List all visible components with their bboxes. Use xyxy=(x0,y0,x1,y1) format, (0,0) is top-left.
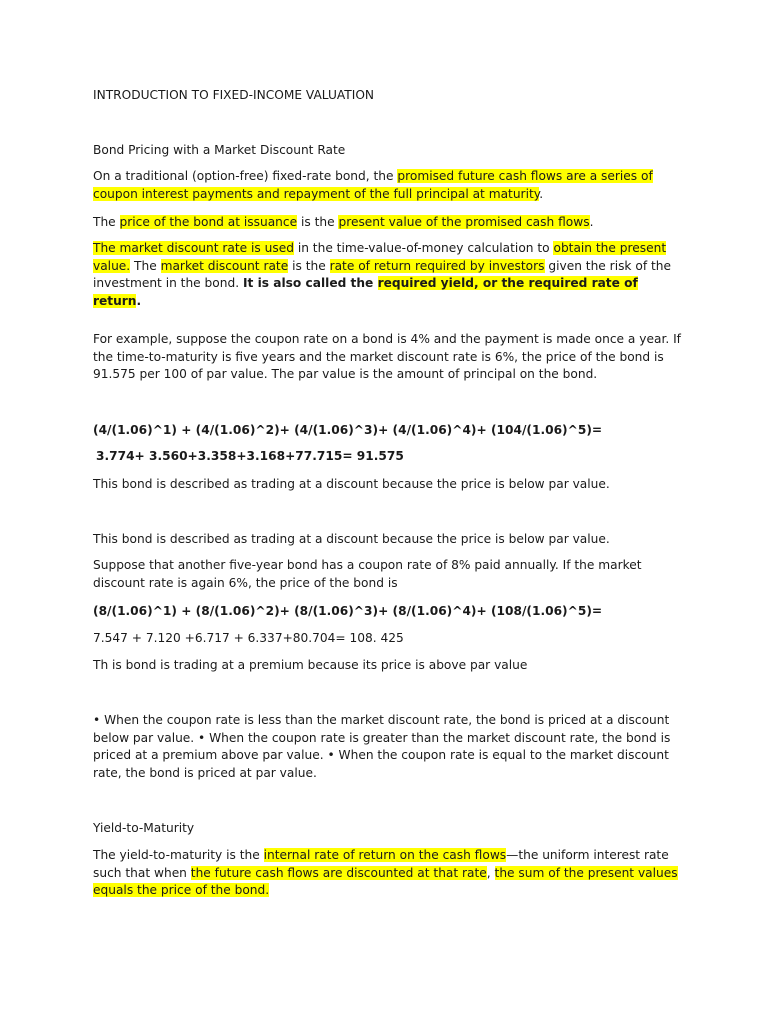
text: . xyxy=(539,186,544,201)
paragraph-premium-example: Suppose that another five-year bond has a coupon rate of 8% paid annually. If the market discount rate is again 6%, the price of the bond is xyxy=(93,558,642,590)
highlight: rate of return required by investors xyxy=(329,258,545,273)
highlight: price of the bond at issuance xyxy=(119,215,298,229)
bold-text: . xyxy=(136,293,142,308)
text: On a traditional (option-free) fixed-rate bond, the xyxy=(93,169,398,183)
paragraph-discount-statement: This bond is described as trading at a discount because the price is below par value. xyxy=(93,477,610,491)
text: The yield-to-maturity is the xyxy=(93,848,264,862)
paragraph-example: For example, suppose the coupon rate on a bond is 4% and the payment is made once a year. If the time-to-maturity is five years and the market discount rate is 6%, the price of the bond is 91.575 per 100 of par value. The par value is the amount of principal on the bond. xyxy=(93,332,681,382)
text: is the xyxy=(288,258,330,273)
doc-heading: INTRODUCTION TO FIXED-INCOME VALUATION xyxy=(93,88,375,102)
paragraph-cash-flows xyxy=(93,168,683,203)
highlight: the future cash flows are discounted at that rate xyxy=(190,865,487,880)
paragraph-ytm-definition xyxy=(93,847,683,900)
text: The xyxy=(93,215,120,229)
bold-highlight: required yield, or the required rate of return xyxy=(93,276,638,308)
formula-discount-bond: (4/(1.06)^1) + (4/(1.06)^2)+ (4/(1.06)^3)+ (4/(1.06)^4)+ (104/(1.06)^5)= xyxy=(93,423,603,437)
text: . xyxy=(589,215,594,229)
text: given the risk of the investment in the bond. xyxy=(93,258,671,291)
paragraph-pricing-rules: • When the coupon rate is less than the market discount rate, the bond is priced at a discount below par value. • When the coupon rate is greater than the market discount rate, the bond is priced at a premium above par value. • When the coupon rate is equal to the market discount rate, the bond is priced at par value. xyxy=(93,713,671,780)
highlight: The market discount rate is used xyxy=(93,241,294,255)
bold-text: It is also called the xyxy=(242,276,378,291)
result-premium-bond: 7.547 + 7.120 +6.717 + 6.337+80.704= 108. 425 xyxy=(93,631,404,645)
highlight: present value of the promised cash flows xyxy=(338,215,590,229)
text: —the uniform interest rate such that when xyxy=(93,848,669,880)
text: The xyxy=(130,258,161,273)
result-discount-bond: 3.774+ 3.560+3.358+3.168+77.715= 91.575 xyxy=(96,449,404,463)
highlight: obtain the present value. xyxy=(93,241,667,273)
text: , xyxy=(486,865,495,880)
paragraph-price-at-issuance xyxy=(93,214,683,232)
highlight: internal rate of return on the cash flows xyxy=(263,848,507,862)
paragraph-premium-statement: Th is bond is trading at a premium because its price is above par value xyxy=(93,658,528,672)
text: is the xyxy=(297,215,339,229)
section-title-bond-pricing: Bond Pricing with a Market Discount Rate xyxy=(93,143,346,157)
highlight: the sum of the present values equals the price of the bond. xyxy=(93,865,678,898)
paragraph-market-discount-rate xyxy=(93,240,683,310)
section-title-ytm: Yield-to-Maturity xyxy=(93,821,195,835)
text: in the time-value-of-money calculation to xyxy=(293,241,554,255)
formula-premium-bond: (8/(1.06)^1) + (8/(1.06)^2)+ (8/(1.06)^3)+ (8/(1.06)^4)+ (108/(1.06)^5)= xyxy=(93,604,603,618)
paragraph-discount-statement-repeat: This bond is described as trading at a discount because the price is below par value. xyxy=(93,532,610,546)
highlight: market discount rate xyxy=(160,258,289,273)
highlight: promised future cash flows are a series of coupon interest payments and repayment of the full principal at maturity xyxy=(93,169,653,201)
